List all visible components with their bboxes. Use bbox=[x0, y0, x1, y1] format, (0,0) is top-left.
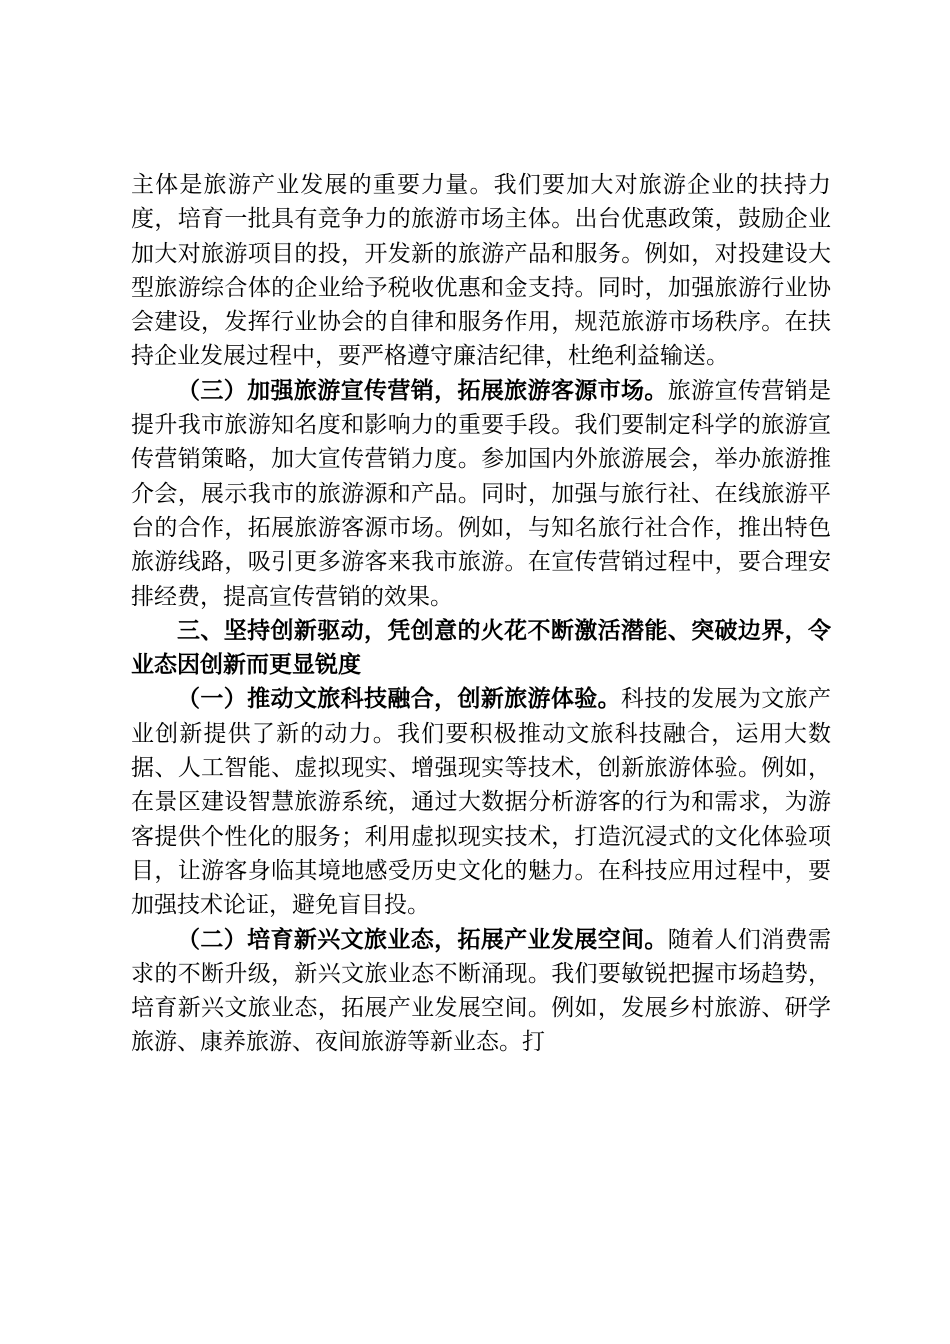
paragraph-text: 随着人们消费需求的不断升级，新兴文旅业态不断涌现。我们要敏锐把握市场趋势，培育新兴文旅业态，拓展产业发展空间。例如，发展乡村旅游、研学旅游、康养旅游、夜间旅游等新业态。打 bbox=[131, 926, 832, 1056]
paragraph-lead: （二）培育新兴文旅业态，拓展产业发展空间。 bbox=[177, 926, 668, 953]
paragraph-lead: （一）推动文旅科技融合，创新旅游体验。 bbox=[177, 686, 622, 713]
paragraph-section-3 bbox=[131, 374, 831, 614]
paragraph-text: 主体是旅游产业发展的重要力量。我们要加大对旅游企业的扶持力度，培育一批具有竞争力的旅游市场主体。出台优惠政策，鼓励企业加大对旅游项目的投，开发新的旅游产品和服务。例如，对投建设大型旅游综合体的企业给予税收优惠和金支持。同时，加强旅游行业协会建设，发挥行业协会的自律和服务作用，规范旅游市场秩序。在扶持企业发展过程中，要严格遵守廉洁纪律，杜绝利益输送。 bbox=[131, 172, 831, 370]
paragraph-text: 科技的发展为文旅产业创新提供了新的动力。我们要积极推动文旅科技融合，运用大数据、人工智能、虚拟现实、增强现实等技术，创新旅游体验。例如，在景区建设智慧旅游系统，通过大数据分析游客的行为和需求，为游客提供个性化的服务；利用虚拟现实技术，打造沉浸式的文化体验项目，让游客身临其境地感受历史文化的魅力。在科技应用过程中，要加强技术论证，避免盲目投。 bbox=[131, 686, 832, 919]
paragraph-text: 旅游宣传营销是提升我市旅游知名度和影响力的重要手段。我们要制定科学的旅游宣传营销策略，加大宣传营销力度。参加国内外旅游展会，举办旅游推介会，展示我市的旅游源和产品。同时，加强与旅行社、在线旅游平台的合作，拓展旅游客源市场。例如，与知名旅行社合作，推出特色旅游线路，吸引更多游客来我市旅游。在宣传营销过程中，要合理安排经费，提高宣传营销的效果。 bbox=[131, 377, 832, 610]
paragraph-subsection-1 bbox=[131, 682, 831, 922]
paragraph-continued bbox=[131, 168, 831, 374]
section-heading: 三、坚持创新驱动，凭创意的火花不断激活潜能、突破边界，令业态因创新而更显锐度 bbox=[131, 617, 831, 679]
paragraph-subsection-2 bbox=[131, 923, 831, 1060]
document-body bbox=[131, 168, 831, 1060]
paragraph-lead: （三）加强旅游宣传营销，拓展旅游客源市场。 bbox=[177, 377, 668, 404]
